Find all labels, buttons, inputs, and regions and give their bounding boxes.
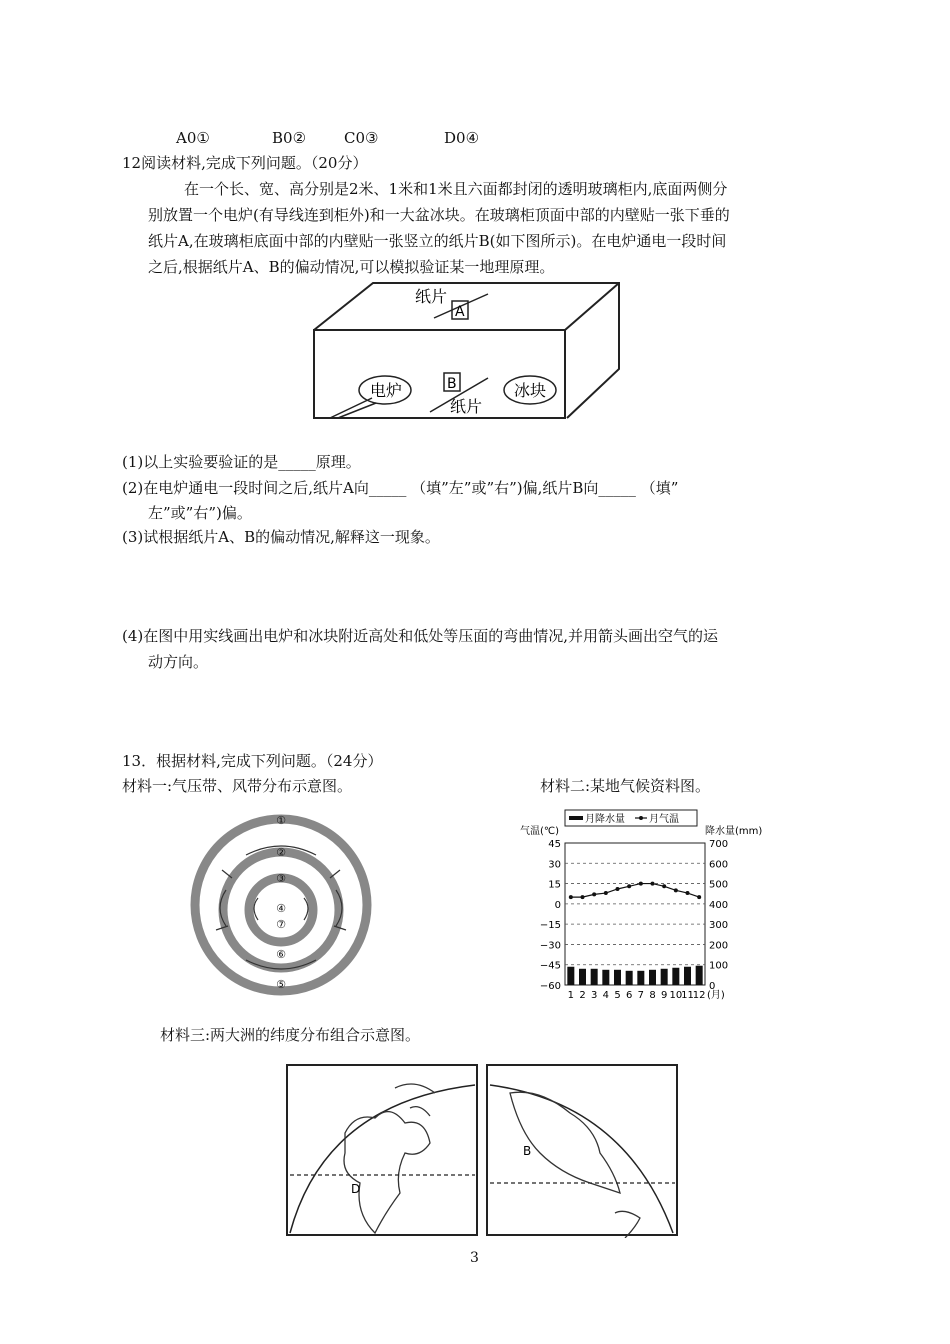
q12-sub3: (3)试根据纸片A、B的偏动情况,解释这一现象。 — [122, 528, 440, 546]
q12-para-4: 之后,根据纸片A、B的偏动情况,可以模拟验证某一地理原理。 — [148, 258, 555, 276]
precip-bar — [696, 966, 703, 985]
x-unit: (月) — [707, 990, 725, 1001]
q12-para-3: 纸片A,在玻璃柜底面中部的内壁贴一张竖立的纸片B(如下图所示)。在电炉通电一段时间 — [148, 232, 727, 250]
q12-sub2a: (2)在电炉通电一段时间之后,纸片A向_____ （填”左”或”右”)偏,纸片B向_____ （填” — [122, 479, 679, 497]
temp-point — [674, 888, 678, 892]
x-tick: 9 — [660, 990, 668, 1001]
y-right-tick: 0 — [709, 981, 716, 992]
q12-title: 12阅读材料,完成下列问题。（20分） — [122, 154, 368, 172]
precip-bar — [626, 971, 633, 985]
precip-bar — [567, 967, 574, 985]
temp-point — [569, 895, 573, 899]
option-d: D0④ — [444, 129, 480, 147]
x-tick: 4 — [602, 990, 610, 1001]
belt-label-3: ③ — [276, 872, 286, 885]
q13-material-1: 材料一:气压带、风带分布示意图。 — [122, 777, 353, 795]
page-number: 3 — [470, 1250, 479, 1266]
precip-bar — [649, 970, 656, 985]
label-paper-bottom: 纸片 — [450, 397, 483, 416]
x-tick: 2 — [579, 990, 586, 1001]
y-left-tick: 15 — [548, 879, 561, 891]
y-right-tick: 500 — [709, 879, 729, 891]
option-a: A0① — [176, 129, 210, 147]
y-right-tick: 100 — [709, 960, 729, 972]
y-left-tick: 30 — [548, 859, 561, 871]
label-stove: 电炉 — [370, 381, 403, 400]
q13-material-3: 材料三:两大洲的纬度分布组合示意图。 — [160, 1026, 421, 1044]
climate-chart — [515, 805, 775, 1020]
precip-bar — [591, 969, 598, 985]
precip-bar — [672, 968, 679, 985]
y-left-tick: −60 — [539, 981, 561, 992]
precip-bar — [684, 967, 691, 985]
y-right-label: 降水量(mm) — [705, 826, 763, 837]
temp-point — [604, 891, 608, 895]
x-tick: 5 — [614, 990, 621, 1001]
x-tick: 8 — [649, 990, 656, 1001]
belt-label-5: ⑤ — [276, 978, 286, 991]
precip-bar — [602, 970, 609, 985]
belt-label-6: ⑥ — [276, 948, 286, 961]
temp-point — [686, 891, 690, 895]
q12-sub4b: 动方向。 — [148, 653, 209, 671]
belt-label-4: ④ — [276, 902, 286, 915]
q12-para-1: 在一个长、宽、高分别是2米、1米和1米且六面都封闭的透明玻璃柜内,底面两侧分 — [184, 180, 728, 198]
map-label-b: B — [523, 1144, 532, 1158]
y-left-tick: −45 — [539, 960, 561, 972]
temp-point — [639, 882, 643, 886]
temp-point — [581, 895, 585, 899]
x-tick: 6 — [625, 990, 633, 1001]
x-tick: 3 — [590, 990, 598, 1001]
belt-label-7: ⑦ — [276, 918, 286, 931]
pressure-belt-diagram — [186, 810, 376, 1000]
q13-material-2: 材料二:某地气候资料图。 — [540, 777, 711, 795]
precip-bar — [579, 969, 586, 985]
temp-line — [571, 884, 699, 898]
temp-point — [627, 884, 631, 888]
y-left-tick: 45 — [548, 839, 561, 850]
precip-bar — [637, 971, 644, 985]
y-right-tick: 600 — [709, 859, 729, 871]
y-right-tick: 300 — [709, 920, 729, 932]
precip-bar — [661, 969, 668, 985]
temp-point — [697, 895, 701, 899]
x-tick: 10 — [669, 990, 683, 1001]
y-right-tick: 700 — [709, 839, 729, 850]
option-c: C0③ — [344, 129, 379, 147]
q12-sub1: (1)以上实验要验证的是_____原理。 — [122, 453, 361, 471]
q13-title: 13．根据材料,完成下列问题。（24分） — [122, 752, 383, 770]
legend-temp: 月气温 — [649, 814, 679, 825]
legend-precip: 月降水量 — [585, 814, 625, 825]
label-ice: 冰块 — [514, 381, 547, 400]
precip-bar — [614, 970, 621, 985]
x-tick: 1 — [567, 990, 575, 1001]
y-left-label: 气温(℃) — [520, 826, 560, 837]
glass-box-diagram — [0, 275, 950, 435]
y-left-tick: −15 — [539, 920, 561, 932]
x-tick: 12 — [692, 990, 706, 1001]
label-a: A — [455, 304, 465, 320]
temp-point — [662, 884, 666, 888]
x-tick: 11 — [681, 990, 694, 1001]
y-right-tick: 200 — [709, 940, 729, 952]
belt-label-1: ① — [276, 814, 286, 827]
y-right-tick: 400 — [709, 899, 729, 911]
temp-point — [616, 887, 620, 891]
q12-sub4a: (4)在图中用实线画出电炉和冰块附近高处和低处等压面的弯曲情况,并用箭头画出空气的运 — [122, 627, 719, 645]
temp-point — [592, 892, 596, 896]
continents-map — [285, 1063, 685, 1238]
temp-point — [651, 882, 655, 886]
y-left-tick: −30 — [539, 940, 561, 952]
label-paper-top: 纸片 — [415, 287, 448, 306]
q12-para-2: 别放置一个电炉(有导线连到柜外)和一大盆冰块。在玻璃柜顶面中部的内壁贴一张下垂的 — [148, 206, 730, 224]
option-b: B0② — [272, 129, 307, 147]
belt-label-2: ② — [276, 846, 286, 859]
y-left-tick: 0 — [554, 899, 561, 911]
plot-frame — [565, 843, 705, 985]
x-tick: 7 — [637, 990, 645, 1001]
map-label-d: D — [351, 1182, 361, 1196]
label-b: B — [447, 376, 457, 392]
q12-sub2b: 左”或”右”)偏。 — [148, 504, 252, 522]
